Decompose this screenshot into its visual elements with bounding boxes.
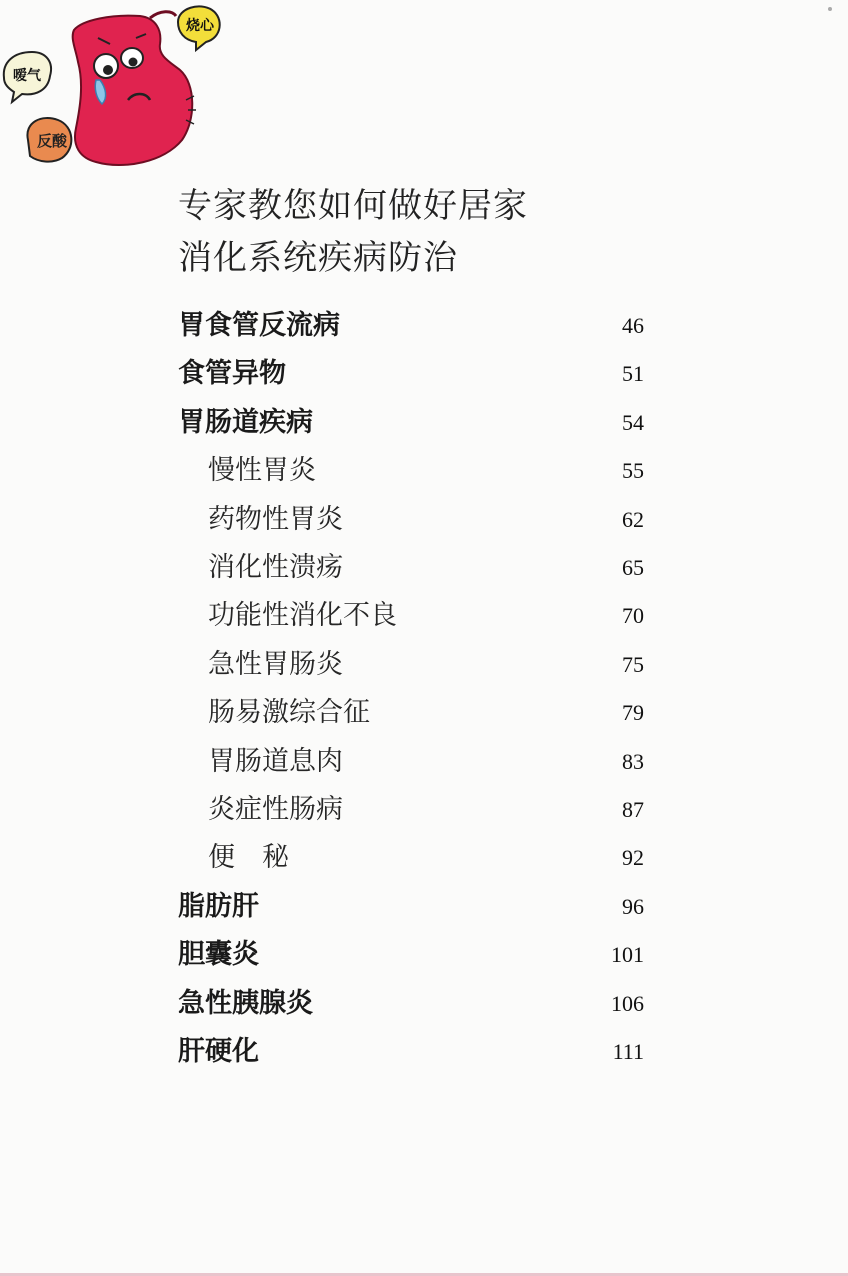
toc-entry[interactable] bbox=[0, 449, 848, 493]
toc-entry[interactable] bbox=[0, 304, 848, 348]
toc-page-number: 87 bbox=[622, 797, 644, 822]
toc-entry-title: 脂肪肝 bbox=[178, 891, 259, 922]
stomach-illustration bbox=[0, 0, 240, 190]
toc-page-number: 83 bbox=[622, 749, 644, 774]
toc-entry[interactable] bbox=[0, 594, 848, 638]
toc-page-number: 96 bbox=[622, 894, 644, 919]
toc-page-number: 101 bbox=[611, 942, 644, 967]
toc-entry-title: 胃肠道疾病 bbox=[178, 407, 313, 438]
toc-entry-title: 食管异物 bbox=[178, 358, 286, 389]
bubble-text-acid: 反酸 bbox=[36, 132, 68, 150]
page-title bbox=[178, 180, 528, 284]
toc-page-number: 65 bbox=[622, 555, 644, 580]
toc-entry-title: 功能性消化不良 bbox=[208, 600, 397, 631]
toc-entry[interactable] bbox=[0, 498, 848, 542]
toc-page-number: 111 bbox=[612, 1039, 644, 1064]
toc-entry[interactable] bbox=[0, 691, 848, 735]
title-line-1: 专家教您如何做好居家 bbox=[178, 186, 528, 226]
toc-page-number: 92 bbox=[622, 845, 644, 870]
toc-page-number: 106 bbox=[611, 991, 644, 1016]
toc-entry-title: 炎症性肠病 bbox=[208, 794, 343, 825]
toc-entry[interactable] bbox=[0, 933, 848, 977]
toc-entry[interactable] bbox=[0, 546, 848, 590]
toc-page-number: 62 bbox=[622, 507, 644, 532]
toc-page-number: 51 bbox=[622, 361, 644, 386]
toc-entry-title: 胃食管反流病 bbox=[178, 310, 340, 341]
toc-entry[interactable] bbox=[0, 982, 848, 1026]
toc-entry-title: 慢性胃炎 bbox=[208, 455, 316, 486]
acid-reflux-bubble bbox=[27, 118, 71, 162]
toc-entry-title: 消化性溃疡 bbox=[208, 552, 343, 583]
toc-entry[interactable] bbox=[0, 885, 848, 929]
toc-page-number: 70 bbox=[622, 603, 644, 628]
toc-entry[interactable] bbox=[0, 1030, 848, 1074]
bubble-text-heartburn: 烧心 bbox=[186, 18, 214, 34]
belching-bubble bbox=[4, 52, 51, 102]
title-line-2: 消化系统疾病防治 bbox=[178, 238, 458, 278]
bubble-text-belching: 嗳气 bbox=[13, 68, 41, 84]
toc-entry-title: 药物性胃炎 bbox=[208, 504, 343, 535]
toc-entry[interactable] bbox=[0, 643, 848, 687]
speck bbox=[828, 7, 832, 11]
heartburn-bubble bbox=[178, 6, 220, 50]
toc-entry-title: 急性胃肠炎 bbox=[208, 649, 343, 680]
toc-entry[interactable] bbox=[0, 401, 848, 445]
stomach-character bbox=[73, 12, 196, 165]
toc-entry-title: 急性胰腺炎 bbox=[178, 988, 313, 1019]
toc-page-number: 55 bbox=[622, 458, 644, 483]
toc-entry-title: 肠易激综合征 bbox=[208, 697, 370, 728]
toc-entry[interactable] bbox=[0, 740, 848, 784]
toc-page-number: 54 bbox=[622, 410, 644, 435]
toc-page-number: 79 bbox=[622, 700, 644, 725]
toc-entry[interactable] bbox=[0, 352, 848, 396]
toc-page-number: 46 bbox=[622, 313, 644, 338]
toc-entry-title: 胆囊炎 bbox=[178, 939, 259, 970]
toc-entry-title: 胃肠道息肉 bbox=[208, 746, 343, 777]
toc-entry[interactable] bbox=[0, 788, 848, 832]
toc-entry[interactable] bbox=[0, 836, 848, 880]
toc-entry-title: 便 秘 bbox=[208, 842, 289, 873]
toc-page-number: 75 bbox=[622, 652, 644, 677]
toc-entry-title: 肝硬化 bbox=[178, 1036, 259, 1067]
